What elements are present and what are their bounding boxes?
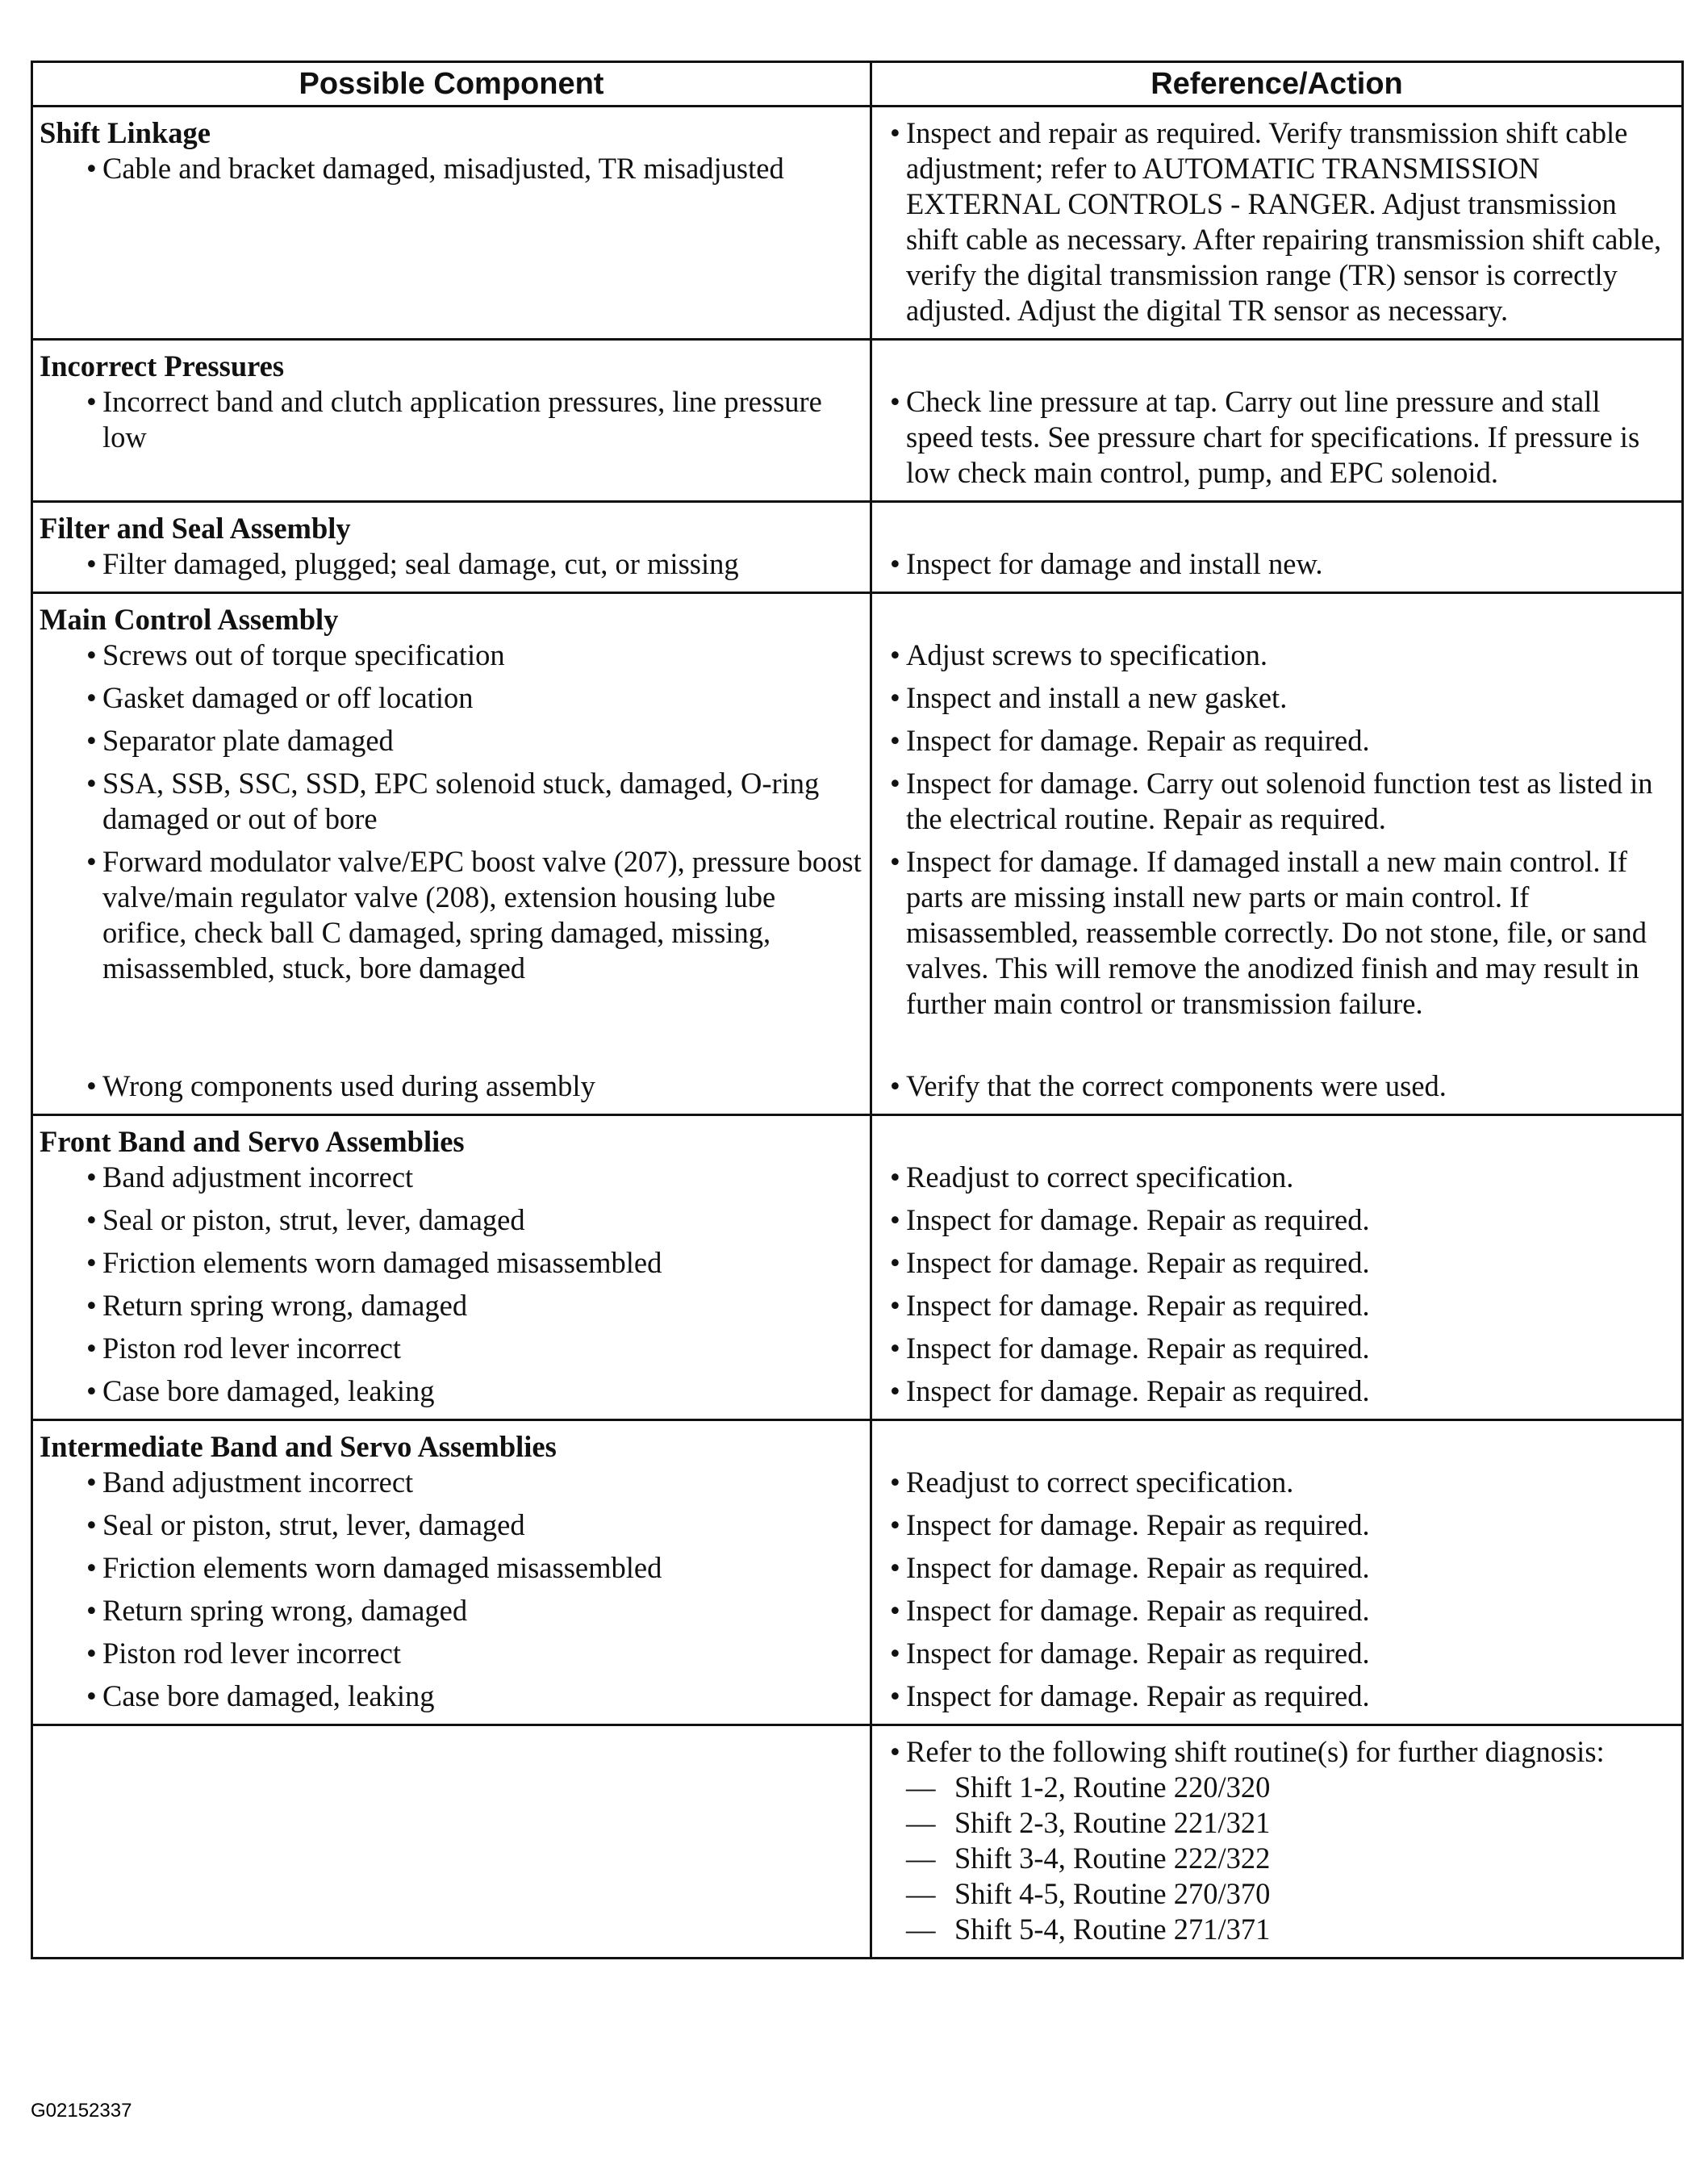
- bullet: •: [86, 152, 97, 185]
- bullet: •: [86, 724, 97, 757]
- section-incorrect-pressures: [32, 340, 1683, 502]
- diagnosis-table-sheet: [31, 61, 1681, 1959]
- component-cell-empty: [32, 1725, 871, 1959]
- action-item: • Readjust to correct specification.: [890, 1160, 1673, 1202]
- bullet: •: [890, 1735, 900, 1768]
- bullet: •: [890, 547, 900, 580]
- bullet: •: [86, 1160, 97, 1194]
- bullet: •: [86, 547, 97, 580]
- action-item: • Inspect for damage. Repair as required.: [890, 1202, 1673, 1245]
- component-cell: [32, 593, 871, 1115]
- component-item: • Incorrect band and clutch application pressures, line pressure low: [86, 385, 822, 454]
- bullet: •: [86, 1246, 97, 1279]
- action-item: • Inspect for damage. Repair as required.: [890, 1593, 1673, 1636]
- bullet: •: [86, 1374, 97, 1407]
- component-item: • Forward modulator valve/EPC boost valve (207), pressure boost valve/main regulator valve (208), extension housing lube orifice, check ball C damaged, spring damaged, missing, misassembled, stuck, bore damaged: [40, 844, 862, 1068]
- routine-item: — Shift 1-2, Routine 220/320: [906, 1771, 1271, 1804]
- component-item: • Piston rod lever incorrect: [40, 1331, 862, 1373]
- bullet: •: [86, 1465, 97, 1499]
- component-cell: [32, 502, 871, 593]
- component-cell: [32, 1420, 871, 1725]
- component-item: • Return spring wrong, damaged: [40, 1288, 862, 1331]
- dash: —: [906, 1806, 936, 1839]
- component-cell: [32, 1115, 871, 1420]
- bullet: •: [890, 1069, 900, 1102]
- section-title: Filter and Seal Assembly: [40, 512, 351, 545]
- bullet: •: [890, 1160, 900, 1194]
- bullet: •: [890, 767, 900, 800]
- section-shift-linkage: [32, 107, 1683, 340]
- component-item: • Band adjustment incorrect: [40, 1465, 862, 1507]
- diagnosis-table: [31, 61, 1684, 1959]
- component-item: • Wrong components used during assembly: [86, 1069, 595, 1102]
- action-item: • Inspect for damage. If damaged install a new main control. If parts are missing install new parts or main control. If misassembled, reassemble correctly. Do not stone, file, or sand valves. This will remove the anodized finish and may result in further main control or transmission failure.: [890, 844, 1673, 1068]
- bullet: •: [890, 116, 900, 149]
- header-reference-action: Reference/Action: [871, 62, 1683, 107]
- bullet: •: [86, 1203, 97, 1236]
- component-item: • Seal or piston, strut, lever, damaged: [40, 1507, 862, 1550]
- action-item: • Inspect for damage. Repair as required.: [890, 1507, 1673, 1550]
- bullet: •: [890, 1594, 900, 1627]
- bullet: •: [86, 1637, 97, 1670]
- routine-item: — Shift 4-5, Routine 270/370: [906, 1877, 1271, 1910]
- action-item: • Inspect for damage. Repair as required.: [890, 1679, 1370, 1712]
- bullet: •: [86, 1332, 97, 1365]
- routine-item: — Shift 3-4, Routine 222/322: [906, 1842, 1271, 1875]
- component-item: • Filter damaged, plugged; seal damage, cut, or missing: [86, 547, 739, 580]
- action-item: • Inspect for damage. Repair as required.: [890, 1374, 1370, 1407]
- dash: —: [906, 1877, 936, 1910]
- bullet: •: [86, 1679, 97, 1712]
- action-cell: [871, 340, 1683, 502]
- component-item: • Gasket damaged or off location: [40, 680, 862, 723]
- dash: —: [906, 1842, 936, 1875]
- action-item: • Inspect for damage and install new.: [890, 547, 1323, 580]
- component-item: • Screws out of torque specification: [40, 638, 862, 680]
- action-cell: [871, 1725, 1683, 1959]
- bullet: •: [890, 724, 900, 757]
- component-item: • Separator plate damaged: [40, 723, 862, 766]
- bullet: •: [890, 845, 900, 878]
- bullet: •: [890, 638, 900, 671]
- bullet: •: [890, 681, 900, 714]
- bullet: •: [86, 1289, 97, 1322]
- action-item: • Check line pressure at tap. Carry out line pressure and stall speed tests. See pressure chart for specifications. If pressure is low check main control, pump, and EPC solenoid.: [890, 385, 1640, 489]
- section-title: Intermediate Band and Servo Assemblies: [40, 1430, 557, 1463]
- component-item: • Friction elements worn damaged misassembled: [40, 1550, 862, 1593]
- component-item: • Band adjustment incorrect: [40, 1160, 862, 1202]
- component-item: • Case bore damaged, leaking: [86, 1374, 435, 1407]
- bullet: •: [86, 385, 97, 418]
- action-item: • Inspect for damage. Repair as required.: [890, 1331, 1673, 1373]
- figure-id: G02152337: [31, 2100, 132, 2122]
- bullet: •: [890, 1637, 900, 1670]
- bullet: •: [890, 1246, 900, 1279]
- action-cell: [871, 593, 1683, 1115]
- action-item: • Inspect for damage. Repair as required.: [890, 1550, 1673, 1593]
- action-cell: [871, 502, 1683, 593]
- section-title: Front Band and Servo Assemblies: [40, 1125, 465, 1158]
- action-item: • Readjust to correct specification.: [890, 1465, 1673, 1507]
- component-item: • Cable and bracket damaged, misadjusted, TR misadjusted: [86, 152, 784, 185]
- action-cell: [871, 107, 1683, 340]
- section-intermediate-band-servo: [32, 1420, 1683, 1725]
- bullet: •: [86, 1551, 97, 1584]
- action-item: • Verify that the correct components were used.: [890, 1069, 1447, 1102]
- section-main-control: [32, 593, 1683, 1115]
- bullet: •: [890, 385, 900, 418]
- action-item: • Adjust screws to specification.: [890, 638, 1673, 680]
- routine-item: — Shift 5-4, Routine 271/371: [906, 1913, 1271, 1946]
- action-item: • Inspect for damage. Repair as required.: [890, 1245, 1673, 1288]
- dash: —: [906, 1771, 936, 1804]
- action-item: • Inspect for damage. Carry out solenoid function test as listed in the electrical routine. Repair as required.: [890, 766, 1673, 844]
- header-possible-component: Possible Component: [32, 62, 871, 107]
- bullet: •: [86, 638, 97, 671]
- action-item: • Inspect for damage. Repair as required.: [890, 1636, 1673, 1679]
- component-item: • Piston rod lever incorrect: [40, 1636, 862, 1679]
- bullet: •: [890, 1508, 900, 1541]
- bullet: •: [890, 1374, 900, 1407]
- section-title: Main Control Assembly: [40, 603, 339, 636]
- header-row: [32, 62, 1683, 107]
- action-cell: [871, 1115, 1683, 1420]
- action-item: • Inspect for damage. Repair as required.: [890, 1288, 1673, 1331]
- component-item: • SSA, SSB, SSC, SSD, EPC solenoid stuck, damaged, O-ring damaged or out of bore: [40, 766, 862, 844]
- bullet: •: [890, 1465, 900, 1499]
- component-item: • Return spring wrong, damaged: [40, 1593, 862, 1636]
- bullet: •: [86, 1508, 97, 1541]
- bullet: •: [890, 1679, 900, 1712]
- section-filter-seal: [32, 502, 1683, 593]
- component-item: • Case bore damaged, leaking: [86, 1679, 435, 1712]
- action-item: • Inspect and install a new gasket.: [890, 680, 1673, 723]
- component-item: • Seal or piston, strut, lever, damaged: [40, 1202, 862, 1245]
- action-item: • Inspect and repair as required. Verify transmission shift cable adjustment; refer to AUTOMATIC TRANSMISSION EXTERNAL CONTROLS - RANGER. Adjust transmission shift cable as necessary. After repairing transmission shift cable, verify the digital transmission range (TR) sensor is correctly adjusted. Adjust the digital TR sensor as necessary.: [890, 116, 1662, 327]
- bullet: •: [86, 681, 97, 714]
- bullet: •: [86, 1594, 97, 1627]
- bullet: •: [890, 1203, 900, 1236]
- action-item: • Inspect for damage. Repair as required.: [890, 723, 1673, 766]
- section-title: Incorrect Pressures: [40, 349, 285, 383]
- routine-item: — Shift 2-3, Routine 221/321: [906, 1806, 1271, 1839]
- bullet: •: [890, 1289, 900, 1322]
- section-shift-routines: [32, 1725, 1683, 1959]
- component-item: • Friction elements worn damaged misassembled: [40, 1245, 862, 1288]
- action-cell: [871, 1420, 1683, 1725]
- action-item: • Refer to the following shift routine(s) for further diagnosis:: [890, 1735, 1605, 1768]
- bullet: •: [86, 845, 97, 878]
- bullet: •: [890, 1551, 900, 1584]
- bullet: •: [890, 1332, 900, 1365]
- component-cell: [32, 340, 871, 502]
- component-cell: [32, 107, 871, 340]
- dash: —: [906, 1913, 936, 1946]
- bullet: •: [86, 767, 97, 800]
- section-title: Shift Linkage: [40, 116, 211, 149]
- section-front-band-servo: [32, 1115, 1683, 1420]
- bullet: •: [86, 1069, 97, 1102]
